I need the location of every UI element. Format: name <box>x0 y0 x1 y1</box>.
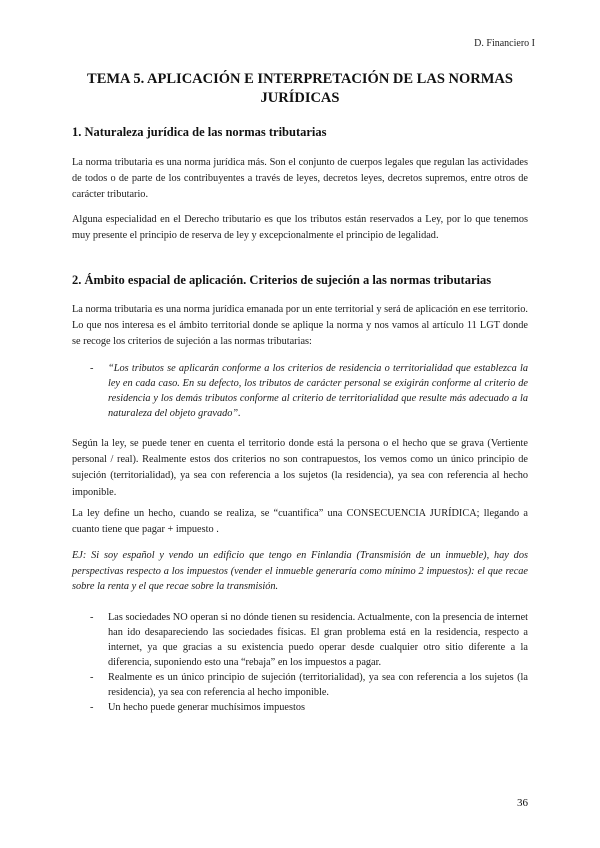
section-2-paragraph-1: La norma tributaria es una norma jurídica emanada por un ente territorial y será de aplicación en ese territorio. Lo que nos interesa es el ámbito territorial donde se aplique la norma y nos vamos al artículo 11 LGT donde se recoge los criterios de sujeción a las normas tributarias: <box>72 304 528 348</box>
quote-dash: - <box>90 363 94 374</box>
section-2-heading: 2. Ámbito espacial de aplicación. Criterios de sujeción a las normas tributarias <box>72 273 492 287</box>
article-quote: “Los tributos se aplicarán conforme a los criterios de residencia o territorialidad que establezca la ley en cada caso. En su defecto, los tributos de carácter personal se exigirán conforme al criterio de residencia y los demás tributos conforme al criterio de territorialidad que resulte más adecuado a la naturaleza del objeto gravado”. <box>108 363 528 419</box>
bullet-dash: - <box>90 612 94 623</box>
bullet-dash: - <box>90 702 94 713</box>
running-header: D. Financiero I <box>474 38 535 49</box>
list-item <box>90 670 528 700</box>
quote-item <box>90 361 528 421</box>
bullet-dash: - <box>90 672 94 683</box>
quote-block <box>90 361 528 421</box>
section-1-heading: 1. Naturaleza jurídica de las normas tributarias <box>72 125 327 139</box>
section-2-paragraph-3: La ley define un hecho, cuando se realiza, se “cuantifica” una CONSECUENCIA JURÍDICA; llegando a cuanto tiene que pagar + impuesto . <box>72 508 528 536</box>
list-item <box>90 700 528 715</box>
bullet-list <box>90 610 528 715</box>
chapter-title: TEMA 5. APLICACIÓN E INTERPRETACIÓN DE LAS NORMAS JURÍDICAS <box>87 71 513 106</box>
bullet-text: Las sociedades NO operan si no dónde tienen su residencia. Actualmente, con la presencia de internet han ido desapareciendo las sociedades físicas. El gran problema está en la residencia, respecto a internet, ya que gracias a su existencia puedo operar desde cualquier otro sitio diferente a la diferencia, suponiendo esto una “rebaja” en los impuestos a pagar. <box>108 612 528 668</box>
section-1-paragraph-1: La norma tributaria es una norma jurídica más. Son el conjunto de cuerpos legales que regulan las actividades de todos o de parte de los contribuyentes a través de leyes, decretos leyes, decretos supremos, entre otros de carácter tributario. <box>72 157 528 201</box>
section-1-paragraph-2: Alguna especialidad en el Derecho tributario es que los tributos están reservados a Ley, por lo que tenemos muy presente el principio de reserva de ley y excepcionalmente el principio de legalidad. <box>72 214 528 242</box>
page-number: 36 <box>517 797 528 809</box>
list-item <box>90 610 528 670</box>
bullet-text: Un hecho puede generar muchísimos impuestos <box>108 702 306 713</box>
example-paragraph: EJ: Si soy español y vendo un edificio que tengo en Finlandia (Transmisión de un inmueble), hay dos perspectivas respecto a los impuestos (vender el inmueble generaría como mínimo 2 impuestos): el que recae sobre la renta y el que recae sobre la transmisión. <box>72 550 528 592</box>
section-2-paragraph-2: Según la ley, se puede tener en cuenta el territorio donde está la persona o el hecho que se grava (Vertiente personal / real). Realmente estos dos criterios no son contrapuestos, los vemos como un único principio de sujeción (territorialidad), ya sea con referencia a los sujetos (la residencia), ya sea con referencia al hecho imponible. <box>72 438 528 498</box>
bullet-text: Realmente es un único principio de sujeción (territorialidad), ya sea con referencia a los sujetos (la residencia), ya sea con referencia al hecho imponible. <box>108 672 528 698</box>
